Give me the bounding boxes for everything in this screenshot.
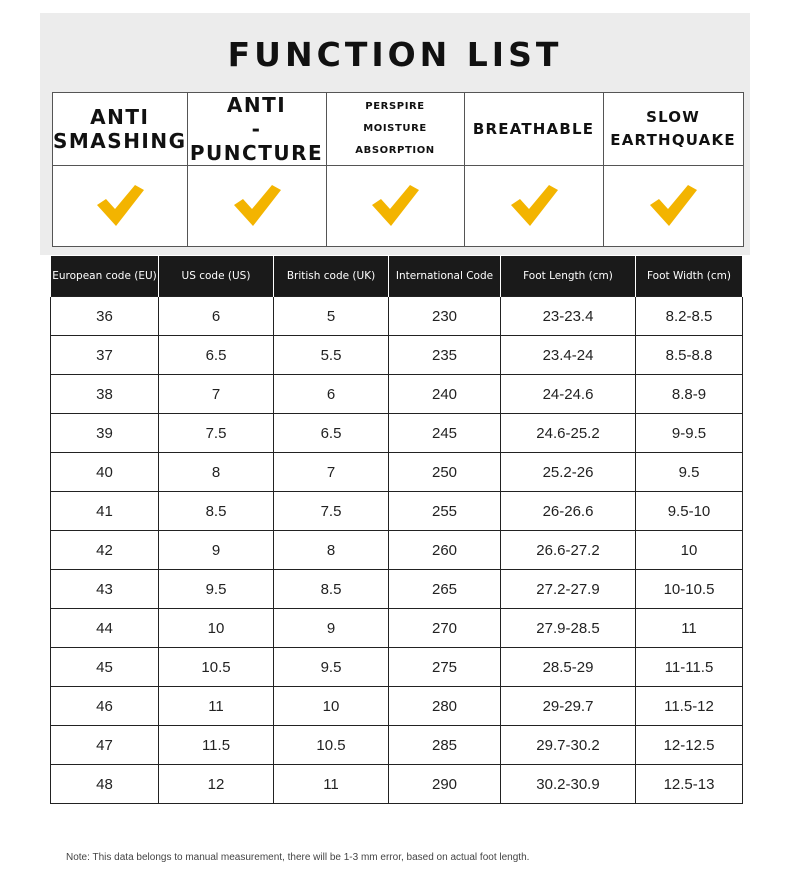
function-label: SLOW EARTHQUAKE (610, 108, 736, 149)
function-slow-earthquake (603, 93, 743, 166)
cell-us: 10.5 (159, 648, 274, 687)
cell-eu: 38 (51, 375, 159, 414)
check-cell (464, 166, 603, 247)
table-row (51, 531, 743, 570)
cell-foot-width: 12.5-13 (636, 765, 743, 804)
cell-us: 9 (159, 531, 274, 570)
table-row (51, 453, 743, 492)
cell-international: 255 (389, 492, 501, 531)
cell-uk: 5 (274, 297, 389, 336)
cell-international: 290 (389, 765, 501, 804)
cell-eu: 45 (51, 648, 159, 687)
cell-international: 240 (389, 375, 501, 414)
function-anti-smashing (53, 93, 188, 166)
cell-international: 230 (389, 297, 501, 336)
function-label: BREATHABLE (472, 119, 595, 138)
cell-foot-width: 9.5-10 (636, 492, 743, 531)
function-table (52, 92, 744, 247)
cell-foot-length: 24-24.6 (501, 375, 636, 414)
cell-uk: 9 (274, 609, 389, 648)
function-list-title: FUNCTION LIST (227, 35, 563, 74)
cell-us: 6 (159, 297, 274, 336)
cell-foot-width: 8.8-9 (636, 375, 743, 414)
cell-foot-length: 28.5-29 (501, 648, 636, 687)
cell-international: 270 (389, 609, 501, 648)
cell-uk: 7 (274, 453, 389, 492)
header-us: US code (US) (159, 256, 274, 297)
cell-foot-width: 11-11.5 (636, 648, 743, 687)
table-row (51, 648, 743, 687)
table-row (51, 375, 743, 414)
function-label: ANTI -PUNCTURE (189, 93, 324, 165)
cell-foot-length: 26.6-27.2 (501, 531, 636, 570)
header-foot-length: Foot Length (cm) (501, 256, 636, 297)
check-cell (187, 166, 326, 247)
check-cell (603, 166, 743, 247)
cell-international: 250 (389, 453, 501, 492)
cell-us: 11 (159, 687, 274, 726)
cell-foot-length: 29-29.7 (501, 687, 636, 726)
cell-foot-length: 29.7-30.2 (501, 726, 636, 765)
table-row (51, 492, 743, 531)
cell-foot-length: 26-26.6 (501, 492, 636, 531)
table-row (51, 726, 743, 765)
table-row (51, 609, 743, 648)
cell-international: 285 (389, 726, 501, 765)
function-label-line1: PERSPIRE (365, 101, 425, 112)
cell-uk: 7.5 (274, 492, 389, 531)
cell-eu: 44 (51, 609, 159, 648)
check-icon (509, 181, 559, 231)
measurement-note: Note: This data belongs to manual measurement, there will be 1-3 mm error, based on actual foot length. (66, 852, 530, 863)
cell-uk: 11 (274, 765, 389, 804)
cell-eu: 39 (51, 414, 159, 453)
table-row (51, 297, 743, 336)
cell-us: 11.5 (159, 726, 274, 765)
cell-foot-width: 10-10.5 (636, 570, 743, 609)
cell-eu: 42 (51, 531, 159, 570)
cell-international: 280 (389, 687, 501, 726)
cell-us: 10 (159, 609, 274, 648)
function-breathable (464, 93, 603, 166)
cell-eu: 41 (51, 492, 159, 531)
cell-us: 8.5 (159, 492, 274, 531)
cell-uk: 6.5 (274, 414, 389, 453)
size-table-header (51, 256, 743, 297)
cell-foot-length: 27.2-27.9 (501, 570, 636, 609)
check-icon (648, 181, 698, 231)
check-cell (53, 166, 188, 247)
cell-foot-length: 27.9-28.5 (501, 609, 636, 648)
table-row (51, 336, 743, 375)
cell-us: 8 (159, 453, 274, 492)
cell-international: 245 (389, 414, 501, 453)
function-list-panel (40, 13, 750, 255)
table-row (51, 687, 743, 726)
cell-foot-length: 23-23.4 (501, 297, 636, 336)
check-icon (95, 181, 145, 231)
cell-eu: 40 (51, 453, 159, 492)
function-checks-row (53, 166, 744, 247)
cell-eu: 36 (51, 297, 159, 336)
cell-us: 9.5 (159, 570, 274, 609)
cell-uk: 8 (274, 531, 389, 570)
cell-international: 275 (389, 648, 501, 687)
cell-foot-width: 9.5 (636, 453, 743, 492)
table-row (51, 414, 743, 453)
cell-eu: 43 (51, 570, 159, 609)
cell-foot-width: 12-12.5 (636, 726, 743, 765)
function-label: ANTI SMASHING (53, 105, 187, 153)
cell-uk: 10.5 (274, 726, 389, 765)
cell-foot-length: 24.6-25.2 (501, 414, 636, 453)
cell-foot-width: 11.5-12 (636, 687, 743, 726)
check-icon (370, 181, 420, 231)
header-foot-width: Foot Width (cm) (636, 256, 743, 297)
check-cell (326, 166, 464, 247)
table-row (51, 765, 743, 804)
cell-us: 12 (159, 765, 274, 804)
cell-foot-length: 25.2-26 (501, 453, 636, 492)
header-international: International Code (389, 256, 501, 297)
function-labels-row (53, 93, 744, 166)
table-row (51, 570, 743, 609)
cell-eu: 46 (51, 687, 159, 726)
check-icon (232, 181, 282, 231)
cell-uk: 9.5 (274, 648, 389, 687)
cell-uk: 6 (274, 375, 389, 414)
cell-international: 235 (389, 336, 501, 375)
cell-foot-width: 8.5-8.8 (636, 336, 743, 375)
cell-foot-width: 8.2-8.5 (636, 297, 743, 336)
cell-foot-width: 9-9.5 (636, 414, 743, 453)
cell-us: 6.5 (159, 336, 274, 375)
cell-foot-width: 10 (636, 531, 743, 570)
header-uk: British code (UK) (274, 256, 389, 297)
function-perspire-moisture (326, 93, 464, 166)
cell-uk: 10 (274, 687, 389, 726)
header-eu: European code (EU) (51, 256, 159, 297)
cell-foot-length: 30.2-30.9 (501, 765, 636, 804)
function-label-line2: MOISTURE ABSORPTION (355, 123, 435, 156)
cell-us: 7 (159, 375, 274, 414)
function-anti-puncture (187, 93, 326, 166)
cell-eu: 37 (51, 336, 159, 375)
cell-international: 260 (389, 531, 501, 570)
cell-us: 7.5 (159, 414, 274, 453)
cell-eu: 47 (51, 726, 159, 765)
cell-uk: 5.5 (274, 336, 389, 375)
cell-foot-length: 23.4-24 (501, 336, 636, 375)
cell-uk: 8.5 (274, 570, 389, 609)
cell-international: 265 (389, 570, 501, 609)
cell-foot-width: 11 (636, 609, 743, 648)
size-chart-table (50, 256, 743, 804)
cell-eu: 48 (51, 765, 159, 804)
